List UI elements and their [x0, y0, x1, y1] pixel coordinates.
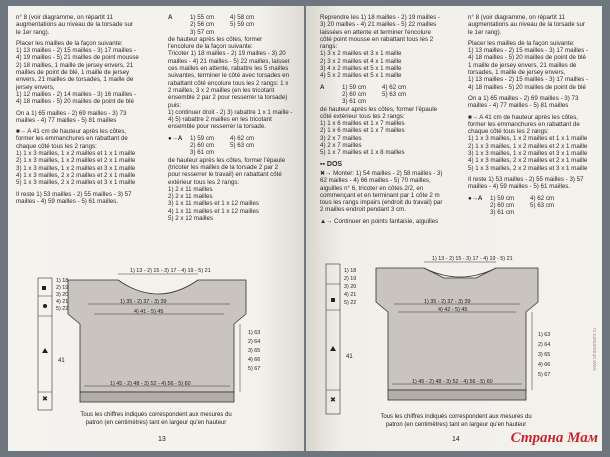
- measure-cell: 4) 62 cm: [230, 134, 255, 142]
- measure-cell: 4) 62 cm: [530, 194, 555, 202]
- watermark-url: www.stranamam.ru: [592, 328, 598, 371]
- measure-cell: 5) 63 cm: [530, 201, 555, 209]
- text-line: le 1er rang).: [16, 28, 50, 36]
- watermark-logo: Страна Мам: [510, 430, 598, 446]
- text-line: 4) 18 mailles - 5) 20 mailles de point de blé: [16, 98, 134, 106]
- measure-cell: 1) 59 cm: [490, 194, 515, 202]
- text-line: On a 1) 65 mailles - 2) 69 mailles - 3) 73: [16, 109, 127, 117]
- text-line: 1) 1 x 6 mailles et 1 x 7 mailles: [320, 120, 405, 128]
- text-line: former les emmanchures en rabattant de: [16, 135, 128, 143]
- left-sweater-diagram: [8, 268, 304, 436]
- diagram-value-label: 5) 67: [248, 366, 261, 372]
- diagram-caption-1: Tous les chiffres indiqués correspondent aux mesures du: [80, 412, 232, 418]
- text-line: de hauteur après les côtes, former l'épaule: [320, 105, 438, 113]
- measure-cell: 4) 58 cm: [230, 14, 255, 21]
- measure-cell: ●→A: [468, 194, 483, 202]
- diagram-value-label: 2) 64: [538, 342, 551, 348]
- square-marker: [42, 286, 46, 290]
- diagram-shoulder-labels: [56, 278, 68, 312]
- text-line: mailles - 4) 77 mailles - 5) 81 mailles: [16, 116, 117, 124]
- triangle-marker: [330, 346, 336, 351]
- square-marker: [331, 298, 335, 302]
- text-line: 2 mailles endroit pendant 3 cm.: [320, 206, 406, 214]
- text-line: rangs:: [320, 43, 338, 51]
- text-line: augmentations au niveau de la torsade sur: [16, 21, 133, 29]
- text-line: 4) 19 mailles - 5) 21 mailles de point mousse: [16, 54, 139, 62]
- diagram-value-label: 1) 18: [56, 278, 69, 284]
- text-line: Placer les mailles de la façon suivante:: [468, 39, 575, 47]
- text-line: l'encolure de la façon suivante:: [168, 43, 253, 51]
- triangle-marker: [42, 348, 48, 353]
- text-line: 2 mailles, 3 x 2 mailles (en les tricotant: [168, 86, 275, 94]
- text-line: rabattant côté encolure tous les 2 rangs: 1 x: [168, 79, 289, 87]
- text-line: Il reste 1) 53 mailles - 2) 55 mailles - 3) 57: [468, 175, 584, 183]
- diagram-width-label-2: 4) 42 - 5) 45: [438, 307, 468, 313]
- measure-row: [168, 149, 300, 156]
- measure-row: [168, 14, 300, 21]
- measure-row: [168, 135, 300, 142]
- text-line: mailles - 4) 59 mailles - 5) 61 mailles.: [468, 183, 571, 191]
- diagram-value-label: 5) 22: [344, 300, 357, 306]
- diagram-value-label: 2) 19: [344, 276, 357, 282]
- diagram-neck-label: 1) 13 - 2) 15 - 3) 17 - 4) 19 - 5) 21: [432, 256, 513, 262]
- measure-cell: 1) 59 cm: [190, 134, 215, 142]
- diagram-value-label: 3) 65: [538, 352, 551, 358]
- measure-cell: A: [320, 83, 325, 91]
- diagram-value-label: 1) 63: [248, 330, 261, 336]
- measure-cell: 5) 63 cm: [382, 90, 407, 98]
- text-line: chaque côté tous les 2 rangs:: [468, 128, 549, 136]
- text-line: 4) 18 mailles - 5) 20 mailles de point de blé: [468, 54, 586, 62]
- measure-row: [468, 202, 598, 209]
- measure-cell: [320, 91, 342, 98]
- text-line: 5) 1 x 3 mailles, 2 x 2 mailles et 3 x 1 maille: [468, 164, 588, 172]
- text-line: 2) 3 x 2 mailles et 4 x 1 maille: [320, 57, 402, 65]
- diagram-caption-1: Tous les chiffres indiqués correspondent aux mesures du: [380, 414, 532, 420]
- measure-cell: 2) 56 cm: [190, 21, 215, 29]
- measure-row: [320, 84, 460, 91]
- text-line: 4) 1 x 3 mailles, 2 x 2 mailles et 2 x 1 maille: [16, 171, 136, 179]
- measure-cell: 1) 55 cm: [190, 14, 215, 21]
- page-number: 14: [452, 436, 460, 443]
- text-line: 62 mailles - 4) 66 mailles - 5) 70 mailles,: [320, 177, 431, 185]
- text-line: 5) 2 x 12 mailles: [168, 215, 214, 223]
- text-line: mailles de point de blé, 1 maille de jersey: [16, 69, 130, 77]
- text-line: torsades, 1 maille de jersey envers,: [468, 69, 566, 77]
- page-14: [306, 6, 602, 451]
- text-line: 2) 1 x 6 mailles et 1 x 7 mailles: [320, 127, 405, 135]
- text-line: 1) 1 x 3 mailles, 1 x 2 mailles et 1 x 1 maille: [16, 150, 136, 158]
- text-line: mailles - 4) 77 mailles - 5) 81 mailles: [468, 102, 569, 110]
- diagram-value-label: 4) 66: [248, 357, 261, 363]
- text-line: Il reste 1) 53 mailles - 2) 55 mailles - 3) 57: [16, 190, 132, 198]
- text-line: côté extérieur tous les 2 rangs:: [320, 112, 405, 120]
- text-line: ces mailles en attente, rabattre les 5 mailles: [168, 65, 289, 73]
- measure-cell: 2) 60 cm: [490, 201, 515, 209]
- measure-row: [468, 209, 598, 216]
- measure-row: [168, 142, 300, 149]
- left-col2: [168, 14, 300, 222]
- measure-cell: 3) 57 cm: [190, 28, 215, 36]
- diagram-value-label: 5) 67: [538, 372, 551, 378]
- measure-cell: 3) 61 cm: [490, 209, 515, 217]
- text-line: extérieur tous les 2 rangs:: [168, 178, 240, 186]
- measure-row: [320, 91, 460, 98]
- text-line: puis:: [168, 101, 182, 109]
- text-line: Placer les mailles de la façon suivante:: [16, 39, 123, 47]
- diagram-value-label: 4) 21: [56, 299, 69, 305]
- measure-cell: [168, 29, 190, 36]
- measure-cell: 5) 63 cm: [230, 142, 255, 150]
- text-line: ■→ A 41 cm de hauteur après les côtes,: [468, 113, 579, 121]
- text-line: n° 8 (voir diagramme, on répartit 11: [16, 14, 113, 21]
- page-13: [8, 6, 304, 451]
- measure-cell: 3) 61 cm: [342, 98, 367, 106]
- text-line: 5) 1 x 3 mailles, 2 x 2 mailles et 3 x 1 maille: [16, 179, 136, 187]
- text-line: 1) 3 x 2 mailles et 3 x 1 maille: [320, 50, 402, 58]
- diagram-neck-label: 1) 13 - 2) 15 - 3) 17 - 4) 19 - 5) 21: [130, 268, 211, 274]
- text-line: 4) 5 x 2 mailles et 5 x 1 maille: [320, 72, 402, 80]
- diagram-caption-2: patron (en centimètres) tant en largeur qu'en hauteur: [85, 420, 227, 426]
- text-line: 2) 1 x 3 mailles, 1 x 2 mailles et 2 x 1 maille: [468, 142, 588, 150]
- measure-cell: 2) 60 cm: [190, 142, 215, 150]
- text-line: 1) continuer droit - 2) 3) rabattre 1 x 1 maille -: [168, 108, 293, 116]
- diagram-value-label: 5) 22: [56, 306, 69, 312]
- text-line: (tricoter les mailles de la torsade 2 par 2: [168, 163, 279, 171]
- diagram-width-label-2: 4) 41 - 5) 45: [134, 309, 164, 315]
- diagram-shoulder-labels: [344, 268, 356, 306]
- text-line: suivantes, terminer le côté avec torsades en: [168, 72, 290, 80]
- text-line: ensemble 2 par 2 pour resserrer la torsade): [168, 94, 288, 102]
- text-line: 4) 18 mailles - 5) 20 mailles de point de blé: [468, 83, 586, 91]
- measure-cell: [168, 142, 190, 149]
- text-line: 4) 2 x 7 mailles: [320, 142, 362, 150]
- measure-cell: [530, 209, 570, 216]
- text-line: 1) 12 mailles - 2) 14 mailles - 3) 16 mailles -: [16, 90, 137, 98]
- text-line: côté point mousse en rabattant tous les 2: [320, 35, 434, 43]
- diagram-value-label: 2) 64: [248, 339, 261, 345]
- text-line: mailles - 4) 59 mailles - 5) 61 mailles.: [16, 197, 119, 205]
- measure-cell: A: [168, 14, 173, 21]
- right-col2: [468, 14, 598, 216]
- diagram-bottom-label: 1) 45 - 2) 48 - 3) 52 - 4) 56 - 5) 60: [110, 381, 191, 387]
- text-line: 3) 2 x 7 mailles: [320, 134, 362, 142]
- circle-marker: [43, 304, 47, 308]
- text-line: ■→ A 41 cm de hauteur après les côtes,: [16, 128, 127, 136]
- measure-cell: 3) 61 cm: [190, 149, 215, 157]
- text-line: n° 8 (voir diagramme, on répartit 11: [468, 14, 565, 21]
- page-number: 13: [158, 436, 166, 443]
- text-line: 2) 1 x 3 mailles, 1 x 2 mailles et 2 x 1 maille: [16, 157, 136, 165]
- diagram-lower-label: 41: [346, 354, 353, 360]
- measure-cell: [230, 149, 270, 156]
- diagram-value-label: 3) 20: [56, 292, 69, 298]
- text-line: 1) 13 mailles - 2) 15 mailles - 3) 17 mailles -: [468, 47, 589, 55]
- text-line: pour resserrer le travail) en rabattant côté: [168, 171, 282, 179]
- diagram-caption-2: patron (en centimètres) tant en largeur qu'en hauteur: [385, 422, 527, 428]
- text-line: 4) 1 x 11 mailles et 1 x 12 mailles: [168, 207, 260, 215]
- dos-continue: ▲→ Continuer en points fantaisie, aiguilles: [320, 217, 439, 225]
- text-line: 1 maille de jersey envers, 21 mailles de: [468, 61, 577, 69]
- measure-cell: 5) 59 cm: [230, 21, 255, 29]
- measure-cell: ●→A: [168, 134, 183, 142]
- text-line: ✖→ Monter: 1) 54 mailles - 2) 58 mailles - 3): [320, 169, 443, 177]
- text-line: 3) 4 x 2 mailles et 5 x 1 maille: [320, 65, 402, 73]
- measure-cell: 1) 59 cm: [342, 83, 367, 91]
- measure-cell: [230, 29, 270, 36]
- text-line: le 1er rang).: [468, 28, 502, 36]
- text-line: jersey envers,: [16, 83, 55, 91]
- text-line: commençant et en terminant par 1 côte 2 m: [320, 191, 440, 199]
- measure-cell: [320, 98, 342, 105]
- text-line: augmentations au niveau de la torsade sur: [468, 21, 585, 29]
- diagram-value-label: 3) 20: [344, 284, 357, 290]
- diagram-value-label: 3) 65: [248, 348, 261, 354]
- diagram-width-label: 1) 35 - 2) 37 - 3) 39: [120, 299, 167, 305]
- measure-cell: [168, 21, 190, 28]
- text-line: former les emmanchures en rabattant de: [468, 120, 580, 128]
- diagram-value-label: 1) 63: [538, 332, 551, 338]
- text-line: 3) 1 x 11 mailles et 1 x 12 mailles: [168, 200, 260, 208]
- diagram-value-label: 1) 18: [344, 268, 357, 274]
- measure-row: [168, 29, 300, 36]
- text-line: chaque côté tous les 2 rangs:: [16, 142, 97, 150]
- measure-row: [168, 21, 300, 28]
- left-col1: [16, 14, 156, 205]
- measure-cell: [168, 149, 190, 156]
- right-sweater-diagram: [306, 250, 602, 430]
- measure-cell: 4) 62 cm: [382, 83, 407, 91]
- text-line: On a 1) 65 mailles - 2) 69 mailles - 3) 73: [468, 94, 579, 102]
- text-line: 5) 1 x 7 mailles et 1 x 8 mailles: [320, 149, 405, 157]
- text-line: tous les rangs impairs (endroit du travail) par: [320, 199, 443, 207]
- text-line: 4) 1 x 3 mailles, 2 x 2 mailles et 2 x 1 maille: [468, 157, 588, 165]
- text-line: 2) 2 x 11 mailles: [168, 193, 213, 201]
- diagram-value-label: 4) 21: [344, 292, 357, 298]
- text-line: 1) 2 x 11 mailles: [168, 185, 213, 193]
- text-line: 4) 5) rabattre 2 mailles en les tricotant: [168, 116, 272, 124]
- dos-title: ▪▪ DOS: [320, 160, 343, 168]
- diagram-height-labels: [538, 332, 550, 378]
- text-line: envers, 21 mailles de torsades, 1 maille de: [16, 76, 134, 84]
- text-line: 1) 13 mailles - 2) 15 mailles - 3) 17 mailles -: [468, 76, 589, 84]
- text-line: Tricoter 1) 18 mailles - 2) 19 mailles - 3) 20: [168, 50, 286, 58]
- measure-row: [320, 98, 460, 105]
- text-line: aiguilles n° 6, tricoter en côtes 2/2, en: [320, 184, 424, 192]
- text-line: 1) 13 mailles - 2) 15 mailles - 3) 17 mailles -: [16, 47, 137, 55]
- diagram-lower-label: 41: [58, 358, 65, 364]
- text-line: laissées en attente et terminer l'encolure: [320, 28, 431, 36]
- measure-cell: [382, 98, 422, 105]
- text-line: de hauteur après les côtes, former l'épaule: [168, 156, 286, 164]
- text-line: mailles - 4) 21 mailles - 5) 22 mailles, laisser: [168, 57, 290, 65]
- diagram-value-label: 4) 66: [538, 362, 551, 368]
- text-line: 3) 1 x 3 mailles, 1 x 2 mailles et 3 x 1 maille: [468, 150, 588, 158]
- text-line: ensemble pour resserrer la torsade.: [168, 123, 267, 131]
- diagram-bottom-label: 1) 45 - 2) 48 - 3) 52 - 4) 56 - 5) 60: [412, 379, 493, 385]
- text-line: Reprendre les 1) 18 mailles - 2) 19 mailles -: [320, 14, 441, 21]
- measure-cell: [468, 202, 490, 209]
- measure-row: [468, 195, 598, 202]
- diagram-width-label: 1) 35 - 2) 37 - 3) 39: [424, 299, 471, 305]
- diagram-height-labels: [248, 330, 260, 372]
- cross-marker: ✖: [42, 396, 48, 403]
- text-line: 1) 1 x 3 mailles, 1 x 2 mailles et 1 x 1 maille: [468, 135, 588, 143]
- diagram-value-label: 2) 19: [56, 285, 69, 291]
- text-line: 2) 18 mailles, 1 maille de jersey envers, 21: [16, 61, 134, 69]
- measure-cell: 2) 60 cm: [342, 90, 367, 98]
- measure-cell: [468, 209, 490, 216]
- cross-marker: ✖: [330, 397, 336, 404]
- text-line: 3) 1 x 3 mailles, 1 x 2 mailles et 3 x 1 maille: [16, 164, 136, 172]
- text-line: 3) 20 mailles - 4) 21 mailles - 5) 22 mailles: [320, 21, 437, 29]
- text-line: de hauteur après les côtes, former: [168, 35, 263, 43]
- right-col1: [320, 14, 460, 225]
